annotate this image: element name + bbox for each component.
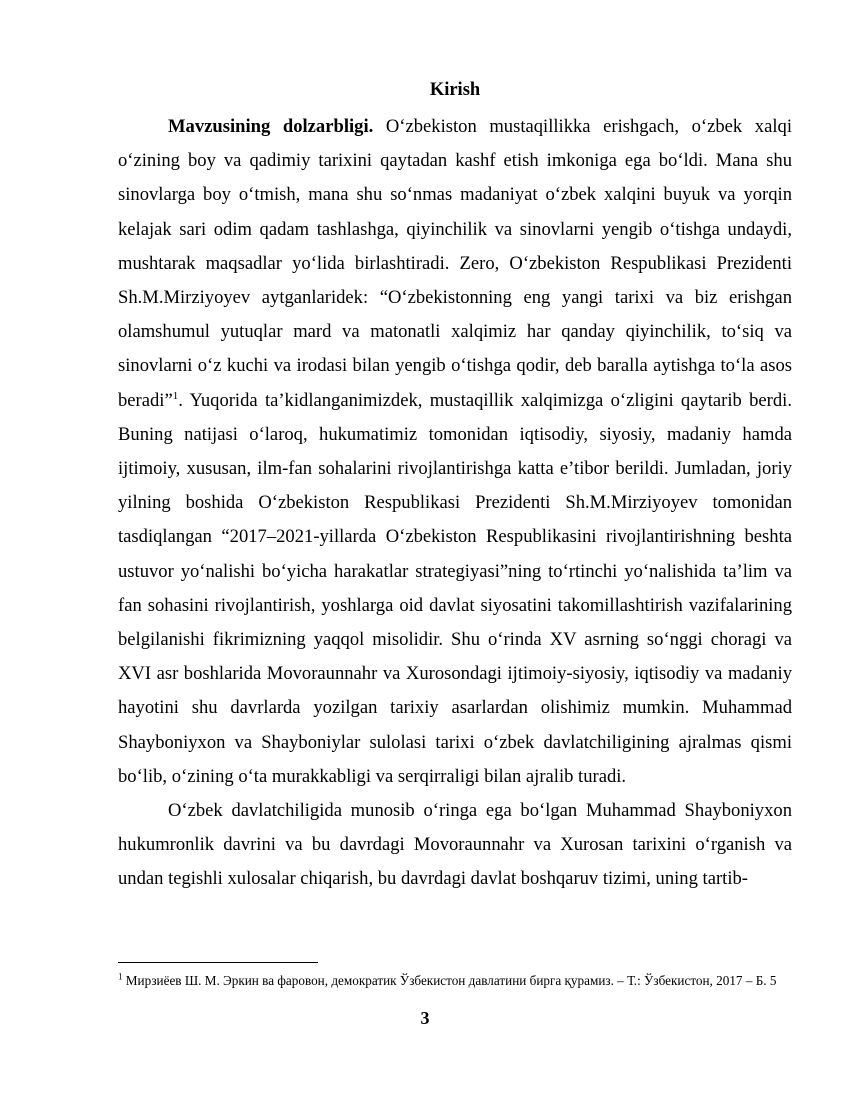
paragraph-text: O‘zbekiston mustaqillikka erishgach, o‘zbek xalqi o‘zining boy va qadimiy tarixini qaytadan kashf etish imkoniga ega bo‘ldi. Mana shu sinovlarga boy o‘tmish, mana shu so‘nmas madaniyat o‘zbek xalqini buyuk va yorqin kelajak sari odim qadam tashlashga, qiyinchilik va sinovlarni yengib o‘tishga undaydi, mushtarak maqsadlar yo‘lida birlashtiradi. Zero, O‘zbekiston Respublikasi Prezidenti Sh.M.Mirziyoyev aytganlaridek: “O‘zbekistonning eng yangi tarixi va biz erishgan olamshumul yutuqlar mard va matonatli xalqimiz har qanday qiyinchilik, to‘siq va sinovlarni o‘z kuchi va irodasi bilan yengib o‘tishga qodir, deb baralla aytishga to‘la asos beradi” bbox=[118, 116, 792, 411]
footnote-reference[interactable]: 1 bbox=[172, 389, 179, 402]
section-title: Kirish bbox=[429, 80, 481, 100]
footnote bbox=[118, 972, 792, 989]
footnote-separator bbox=[118, 962, 318, 963]
paragraph-lead: Mavzusining dolzarbligi. bbox=[168, 116, 374, 137]
paragraph-relevance bbox=[118, 110, 792, 794]
footnote-marker: 1 bbox=[118, 971, 123, 982]
paragraph-second: O‘zbek davlatchiligida munosib o‘ringa ega bo‘lgan Muhammad Shayboniyxon hukumronlik davrini va bu davrdagi Movoraunnahr va Xurosan tarixini o‘rganish va undan tegishli xulosalar chiqarish, bu davrdagi davlat boshqaruv tizimi, uning tartib- bbox=[118, 800, 792, 890]
paragraph-text-continued: . Yuqorida ta’kidlanganimizdek, mustaqillik xalqimizga o‘zligini qaytarib berdi. Buning natijasi o‘laroq, hukumatimiz tomonidan iqtisodiy, siyosiy, madaniy hamda ijtimoiy, xususan, ilm-fan sohalarini rivojlantirishga katta e’tibor berildi. Jumladan, joriy yilning boshida O‘zbekiston Respublikasi Prezidenti Sh.M.Mirziyoyev tomonidan tasdiqlangan “2017–2021-yillarda O‘zbekiston Respublikasini rivojlantirishning beshta ustuvor yo‘nalishi bo‘yicha harakatlar strategiyasi”ning to‘rtinchi yo‘nalishida ta’lim va fan sohasini rivojlantirish, yoshlarga oid davlat siyosatini takomillashtirish vazifalarining belgilanishi fikrimizning yaqqol misolidir. Shu o‘rinda XV asrning so‘nggi choragi va XVI asr boshlarida Movoraunnahr va Xurosondagi ijtimoiy-siyosiy, iqtisodiy va madaniy hayotini shu davrlarda yozilgan tarixiy asarlardan olishimiz mumkin. Muhammad Shayboniyxon va Shayboniylar sulolasi tarixi o‘zbek davlatchiligining ajralmas qismi bo‘lib, o‘zining o‘ta murakkabligi va serqirraligi bilan ajralib turadi. bbox=[118, 389, 792, 787]
footnote-text: Мирзиёев Ш. М. Эркин ва фаровон, демократик Ўзбекистон давлатини бирга қурамиз. – Т.: Ўзбекистон, 2017 – Б. 5 bbox=[122, 973, 777, 988]
document-body bbox=[118, 78, 792, 897]
page-number: 3 bbox=[420, 1008, 430, 1028]
